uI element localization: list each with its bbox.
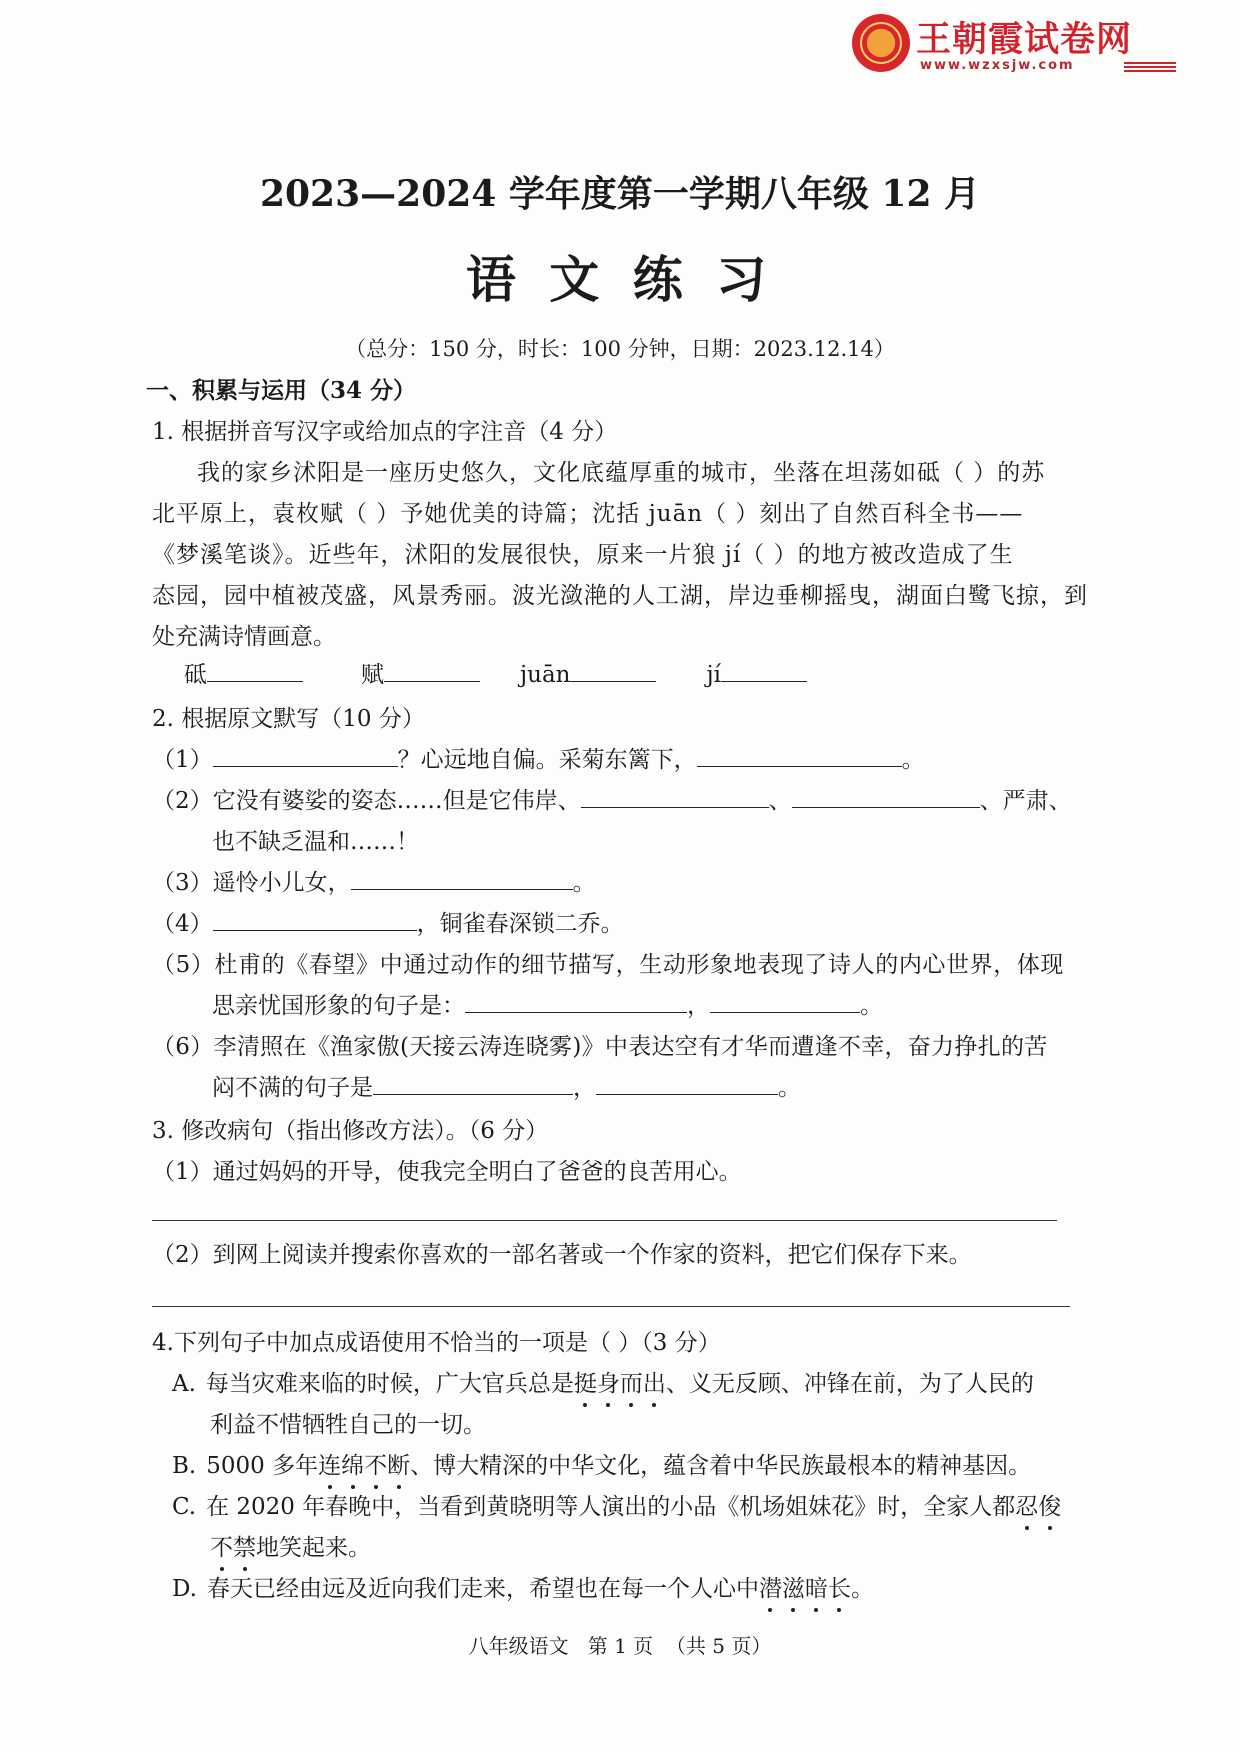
option-a-cont: 利益不惜牺牲自己的一切。 — [210, 1412, 486, 1438]
emphasis-char: 俊 — [1038, 1488, 1061, 1521]
option-c-cont: 不禁地笑起来。 — [210, 1529, 371, 1562]
answer-blank[interactable] — [384, 659, 480, 682]
exam-info: （总分：150 分，时长：100 分钟，日期：2023.12.14） — [345, 337, 895, 361]
emphasis-char: 暗 — [805, 1570, 828, 1603]
question-2-item-5-cont: 思亲忧国形象的句子是： ， 。 — [212, 987, 883, 1020]
site-logo — [852, 12, 1192, 76]
answer-label: jí — [706, 662, 721, 688]
option-a[interactable]: A. 每当灾难来临的时候，广大官兵总是挺身而出、义无反顾、冲锋在前，为了人民的 — [172, 1365, 1034, 1398]
answer-blank[interactable] — [721, 659, 807, 682]
answer-blank[interactable] — [213, 908, 417, 931]
question-4-stem: 4.下列句子中加点成语使用不恰当的一项是（ ）（3 分） — [152, 1330, 721, 1356]
answer-blank[interactable] — [570, 659, 656, 682]
question-1-stem: 1. 根据拼音写汉字或给加点的字注音（4 分） — [152, 419, 618, 445]
emphasis-char: 挺 — [574, 1365, 597, 1398]
answer-label: 砥 — [184, 662, 207, 688]
page-footer: 八年级语文 第 1 页 （共 5 页） — [468, 1634, 772, 1658]
emphasis-char: 断 — [387, 1447, 410, 1480]
emphasis-char: 连 — [318, 1447, 341, 1480]
emphasis-char: 出 — [643, 1365, 666, 1398]
answer-blank[interactable] — [373, 1072, 573, 1095]
question-2-item-5: （5）杜甫的《春望》中通过动作的细节描写，生动形象地表现了诗人的内心世界，体现 — [152, 952, 1065, 978]
question-1-passage-line: 《梦溪笔谈》。近些年，沭阳的发展很快，原来一片狼 jí（ ）的地方被改造成了生 — [152, 542, 1014, 568]
exam-title: 2023—2024 学年度第一学期八年级 12 月 — [259, 173, 981, 215]
answer-blank[interactable] — [581, 785, 769, 808]
answer-blank[interactable] — [792, 785, 980, 808]
answer-blank[interactable] — [596, 1072, 778, 1095]
question-2-item-6-cont: 闷不满的句子是 ， 。 — [212, 1069, 801, 1102]
answer-blank[interactable] — [710, 990, 860, 1013]
decorative-stripes — [1124, 62, 1176, 72]
question-2-item-2-cont: 也不缺乏温和……！ — [212, 829, 419, 855]
emphasis-char: 绵 — [341, 1447, 364, 1480]
section-heading: 一、积累与运用（34 分） — [146, 377, 417, 404]
dotted-idiom — [1015, 1494, 1061, 1520]
question-3-sentence-2: （2）到网上阅读并搜索你喜欢的一部名著或一个作家的资料，把它们保存下来。 — [152, 1242, 972, 1268]
question-2-item-6: （6）李清照在《渔家傲(天接云涛连晓雾)》中表达空有才华而遭逢不幸，奋力挣扎的苦 — [152, 1034, 1048, 1060]
dotted-idiom — [574, 1371, 666, 1397]
emphasis-char: 禁 — [233, 1529, 256, 1562]
emphasis-char: 滋 — [782, 1570, 805, 1603]
option-label: B. — [172, 1453, 197, 1479]
question-1-passage-line: 北平原上，袁枚赋（ ）予她优美的诗篇；沈括 juān（ ）刻出了自然百科全书—— — [152, 501, 1024, 527]
question-2-item-4: （4） ，铜雀春深锁二乔。 — [152, 905, 624, 938]
question-3-sentence-1: （1）通过妈妈的开导，使我完全明白了爸爸的良苦用心。 — [152, 1159, 742, 1185]
exam-subject: 语 文 练 习 — [465, 250, 775, 309]
answer-blank[interactable] — [351, 867, 573, 890]
question-2-stem: 2. 根据原文默写（10 分） — [152, 706, 425, 732]
question-2-item-2: （2）它没有婆娑的姿态……但是它伟岸、 、 、严肃、 — [152, 782, 1072, 815]
question-1-passage-line: 态园，园中植被茂盛，风景秀丽。波光潋滟的人工湖，岸边垂柳摇曳，湖面白鹭飞掠，到 — [152, 583, 1088, 609]
dotted-idiom — [318, 1453, 410, 1479]
question-1-passage-line: 处充满诗情画意。 — [152, 624, 336, 650]
dotted-idiom — [210, 1535, 256, 1561]
emphasis-char: 身 — [597, 1365, 620, 1398]
question-3-stem: 3. 修改病句（指出修改方法）。（6 分） — [152, 1118, 549, 1144]
dotted-idiom — [759, 1576, 851, 1602]
emphasis-char: 忍 — [1015, 1488, 1038, 1521]
answer-blank[interactable] — [697, 744, 902, 767]
option-label: A. — [172, 1371, 196, 1397]
emphasis-char: 不 — [210, 1529, 233, 1562]
logo-url: www.wzxsjw.com — [920, 58, 1075, 73]
answer-label: juān — [520, 662, 571, 688]
emphasis-char: 而 — [620, 1365, 643, 1398]
question-1-passage-line: 我的家乡沭阳是一座历史悠久，文化底蕴厚重的城市，坐落在坦荡如砥（ ）的苏 — [197, 460, 1046, 486]
answer-line[interactable] — [152, 1306, 1070, 1307]
answer-line[interactable] — [152, 1220, 1057, 1221]
option-label: D. — [172, 1576, 197, 1602]
option-c[interactable]: C. 在 2020 年春晚中，当看到黄晓明等人演出的小品《机场姐妹花》时，全家人都忍俊 — [172, 1488, 1061, 1521]
logo-name: 王朝霞试卷网 — [916, 20, 1133, 60]
answer-blank[interactable] — [213, 744, 398, 767]
answer-blank[interactable] — [207, 659, 303, 682]
answer-label: 赋 — [361, 662, 384, 688]
question-2-item-1: （1） ？心远地自偏。采菊东篱下， 。 — [152, 741, 925, 774]
question-1-answer-row — [184, 656, 807, 689]
option-d[interactable]: D. 春天已经由远及近向我们走来，希望也在每一个人心中潜滋暗长。 — [172, 1570, 874, 1603]
option-label: C. — [172, 1494, 197, 1520]
emphasis-char: 不 — [364, 1447, 387, 1480]
question-2-item-3: （3）遥怜小儿女， 。 — [152, 864, 596, 897]
emphasis-char: 长 — [828, 1570, 851, 1603]
option-b[interactable]: B. 5000 多年连绵不断、博大精深的中华文化，蕴含着中华民族最根本的精神基因。 — [172, 1447, 1031, 1480]
answer-blank[interactable] — [465, 990, 687, 1013]
seal-icon — [852, 14, 910, 72]
emphasis-char: 潜 — [759, 1570, 782, 1603]
